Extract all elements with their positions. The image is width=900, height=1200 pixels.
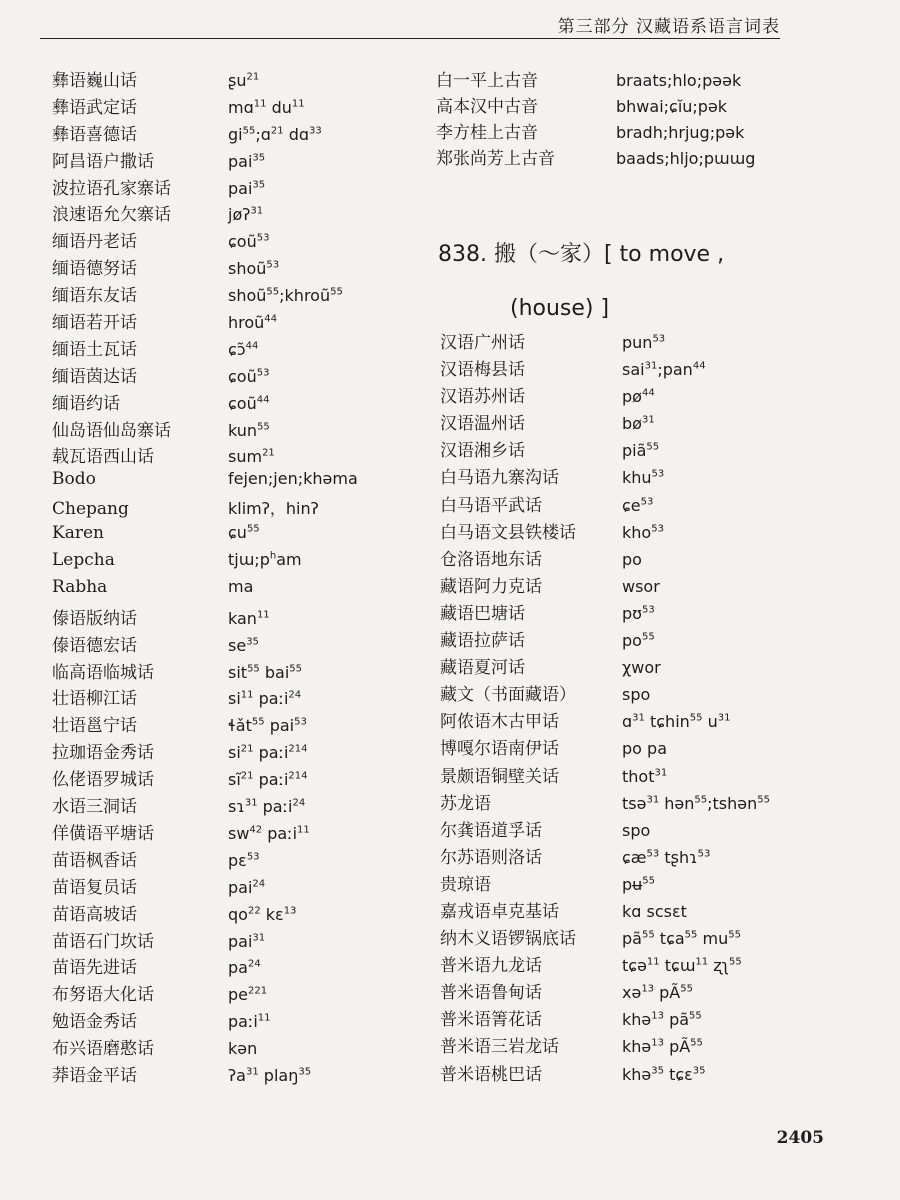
dialect-name: Chepang [52,499,129,520]
phonetic-form: braats;hlo;pəək [616,71,742,90]
word-entry-row [52,174,412,201]
word-entry-row [440,409,860,436]
phonetic-form: ɑ$^{31}$ tɕhin$^{55}$ $u^{31}$ [622,712,731,732]
dialect-name: 浪速语允欠寨话 [52,205,171,226]
word-entry-row [440,707,860,734]
word-entry-row [440,545,860,572]
phonetic-form: khə$^{13}$ $pÃ^{55}$ [622,1037,703,1057]
dialect-name: 普米语鲁甸话 [440,983,542,1004]
word-entry-row [440,518,860,545]
dialect-name: 贵琼语 [440,874,491,895]
dialect-name: 白马语九寨沟话 [440,468,559,489]
phonetic-form: ɕæ$^{53}$ tʂhɿ$^{53}$ [622,847,711,867]
phonetic-form: bradh;hrjug;pək [616,123,745,142]
dialect-name: 壮语柳江话 [52,689,137,710]
phonetic-form: $pa^{24}$ [228,958,261,978]
dialect-name: 苏龙语 [440,793,491,814]
dialect-name: 藏文（书面藏语） [440,685,576,706]
phonetic-form: $po^{55}$ [622,631,655,651]
word-entry-row [440,816,860,843]
word-entry-row [52,658,412,685]
phonetic-form: sɿ$^{31}$ paːi$^{24}$ [228,797,306,817]
phonetic-form: $sĩ^{21}$ paːi$^{214}$ [228,770,308,790]
word-entry-row [52,442,412,469]
word-entry-row [52,281,412,308]
phonetic-form: kun$^{55}$ [228,420,270,440]
phonetic-form: shoũ$^{53}$ [228,259,280,279]
phonetic-form: ma [228,576,254,596]
entry-heading-line2: (house) ] [510,296,610,321]
word-entry-row [440,870,860,897]
phonetic-form: klimʔ，hinʔ [228,499,319,519]
phonetic-form: pai$^{35}$ [228,151,266,171]
phonetic-form: pʊ$^{53}$ [622,603,655,623]
phonetic-form: wsor [622,576,660,596]
phonetic-form: jøʔ$^{31}$ [228,205,264,225]
phonetic-form: khə$^{35}$ tɕɛ$^{35}$ [622,1064,706,1084]
dialect-name: 莽语金平话 [52,1065,137,1086]
word-entry-row [52,819,412,846]
dialect-name: 景颇语铜壁关话 [440,766,559,787]
word-entry-row [440,762,860,789]
word-entry-row [436,118,856,144]
phonetic-form: kho$^{53}$ [622,522,664,542]
phonetic-form: ɕoũ$^{53}$ [228,366,270,386]
running-header-title: 第三部分 汉藏语系语言词表 [557,17,780,37]
word-entry-row [440,789,860,816]
dialect-name: 载瓦语西山话 [52,447,154,468]
word-entry-row [52,980,412,1007]
dialect-name: 白马语平武话 [440,495,542,516]
word-entry-row [440,436,860,463]
phonetic-form: $sw^{42}$ paːi$^{11}$ [228,823,310,843]
dialect-name: 普米语三岩龙话 [440,1037,559,1058]
dialect-name: 拉珈语金秀话 [52,743,154,764]
word-entry-row [52,147,412,174]
dialect-name: Lepcha [52,550,115,571]
dialect-name: 缅语丹老话 [52,232,137,253]
phonetic-form: spo [622,685,651,705]
word-entry-row [52,873,412,900]
phonetic-form: $pã^{55}$ tɕa$^{55}$ $mu^{55}$ [622,929,741,949]
word-entry-row [440,924,860,951]
dialect-name: 苗语高坡话 [52,904,137,925]
word-entry-row [52,200,412,227]
dialect-name: 李方桂上古音 [436,123,538,143]
entry-heading-line1: 838. 搬（～家）[ to move , [438,242,725,267]
dialect-name: 彝语巍山话 [52,71,137,91]
dialect-name: 高本汉中古音 [436,97,538,117]
word-entry-row [52,66,412,93]
dialect-name: 缅语茵达话 [52,366,137,387]
word-entry-row [52,1007,412,1034]
dialect-name: 阿昌语户撒话 [52,151,154,172]
word-entry-row [440,328,860,355]
word-entry-row [52,577,412,604]
phonetic-form: $bø^{31}$ [622,414,655,434]
dialect-name: 尔龚语道孚话 [440,820,542,841]
dialect-name: 壮语邕宁话 [52,716,137,737]
word-entry-row [52,738,412,765]
dialect-name: 普米语九龙话 [440,956,542,977]
phonetic-form: baads;hljo;pɯɯg [616,149,756,168]
dialect-name: 阿侬语木古甲话 [440,712,559,733]
dialect-name: 傣语版纳话 [52,608,137,629]
phonetic-form: sai$^{31}$;pan$^{44}$ [622,360,706,380]
dialect-name: 藏语夏河话 [440,658,525,679]
dialect-name: 纳木义语锣锅底话 [440,929,576,950]
phonetic-form: spo [622,820,651,840]
phonetic-form: kən [228,1039,258,1059]
dialect-name: 缅语约话 [52,393,120,414]
phonetic-form: piã$^{55}$ [622,441,660,461]
word-entry-row [436,144,856,170]
word-entry-row [52,254,412,281]
word-entry-row [52,362,412,389]
word-entry-row [440,491,860,518]
dialect-name: 勉语金秀话 [52,1012,137,1033]
dialect-name: 佯僙语平塘话 [52,823,154,844]
page-number: 2405 [776,1128,824,1148]
phonetic-form: pʉ$^{55}$ [622,874,656,894]
phonetic-form: khə$^{13}$ $pã^{55}$ [622,1010,702,1030]
phonetic-form: χwor [622,658,661,678]
phonetic-form: ɕu$^{55}$ [228,523,260,543]
dialect-name: 汉语温州话 [440,414,525,435]
phonetic-form: kan$^{11}$ [228,608,270,628]
phonetic-form: sit$^{55}$ bai$^{55}$ [228,662,303,682]
word-entry-row [436,66,856,92]
phonetic-form: pai$^{35}$ [228,178,266,198]
word-entry-row [52,846,412,873]
dialect-name: 汉语湘乡话 [440,441,525,462]
dialect-name: 苗语复员话 [52,877,137,898]
dialect-name: 普米语箐花话 [440,1010,542,1031]
dialect-name: 苗语枫香话 [52,850,137,871]
dialect-name: 苗语石门坎话 [52,931,154,952]
word-entry-row [52,227,412,254]
dialect-name: 仫佬语罗城话 [52,770,154,791]
word-entry-row [52,120,412,147]
phonetic-form: sum$^{21}$ [228,447,275,467]
phonetic-form: mɑ$^{11}$ $du^{11}$ [228,97,305,117]
left-column [52,66,412,1088]
dialect-name: 郑张尚芳上古音 [436,149,555,169]
dialect-name: 白一平上古音 [436,71,538,91]
word-entry-row [440,1005,860,1032]
dialect-name: 布兴语磨憨话 [52,1039,154,1060]
word-entry-row [440,897,860,924]
word-entry-row [52,93,412,120]
dialect-name: 缅语若开话 [52,313,137,334]
phonetic-form: khu$^{53}$ [622,468,665,488]
phonetic-form: ʂu$^{21}$ [228,71,260,90]
word-entry-row [440,978,860,1005]
word-entry-row [52,496,412,523]
phonetic-form: pun$^{53}$ [622,333,666,352]
dialect-name: 傣语德宏话 [52,635,137,656]
word-entry-row [52,469,412,496]
dialect-name: 白马语文县铁楼话 [440,522,576,543]
word-entry-row [440,1060,860,1087]
phonetic-form: ʔa$^{31}$ plaŋ$^{35}$ [228,1065,312,1085]
phonetic-form: $se^{35}$ [228,635,259,655]
phonetic-form: $pø^{44}$ [622,387,655,407]
phonetic-form: tɕə$^{11}$ tɕɯ$^{11}$ ʐʅ$^{55}$ [622,956,742,976]
dialect-name: 缅语东友话 [52,286,137,307]
phonetic-form: kɑ scsɛt [622,901,687,921]
dialect-name: 博嘎尔语南伊话 [440,739,559,760]
dialect-name: 普米语桃巴话 [440,1064,542,1085]
phonetic-form: hroũ$^{44}$ [228,313,278,333]
dialect-name: 彝语武定话 [52,97,137,118]
word-entry-row [436,92,856,118]
dialect-name: 波拉语孔家寨话 [52,178,171,199]
word-entry-row [440,653,860,680]
phonetic-form: bhwai;ɕĭu;pək [616,97,728,116]
word-entry-row [52,711,412,738]
word-entry-row [52,792,412,819]
phonetic-form: pai$^{31}$ [228,931,266,951]
right-column-main [440,328,860,1087]
word-entry-row [52,684,412,711]
running-header [40,8,780,39]
word-entry-row [440,463,860,490]
word-entry-row [52,550,412,577]
word-entry-row [52,900,412,927]
dialect-name: 藏语拉萨话 [440,631,525,652]
word-entry-row [440,734,860,761]
dialect-name: Rabha [52,576,108,597]
dialect-name: 彝语喜德话 [52,124,137,145]
entry-heading [438,228,838,336]
phonetic-form: $pe^{221}$ [228,985,268,1005]
dialect-name: Karen [52,523,104,544]
phonetic-form: thot$^{31}$ [622,766,668,786]
phonetic-form: pai$^{24}$ [228,877,266,897]
dialect-name: 临高语临城话 [52,662,154,683]
word-entry-row [52,927,412,954]
dialect-name: 缅语土瓦话 [52,339,137,360]
word-entry-row [440,355,860,382]
word-entry-row [52,335,412,362]
phonetic-form: shoũ$^{55}$;khroũ$^{55}$ [228,286,343,306]
word-entry-row [52,416,412,443]
phonetic-form: $gi^{55};ɑ^{21}$ dɑ$^{33}$ [228,124,322,144]
word-entry-row [440,572,860,599]
word-entry-row [52,389,412,416]
dialect-name: 仓洛语地东话 [440,549,542,570]
phonetic-form: $tjɯ;p^ham$ [228,550,302,570]
word-entry-row [52,631,412,658]
word-entry-row [440,626,860,653]
phonetic-form: $si^{11}$ paːi$^{24}$ [228,689,302,709]
dialect-name: 苗语先进话 [52,958,137,979]
phonetic-form: ɕɔ̃$^{44}$ [228,339,259,359]
word-entry-row [52,953,412,980]
word-entry-row [52,308,412,335]
phonetic-form: ɕoũ$^{44}$ [228,393,270,413]
word-entry-row [52,604,412,631]
phonetic-form: $qo^{22}$ kɛ$^{13}$ [228,904,297,924]
phonetic-form: pɛ$^{53}$ [228,850,260,870]
phonetic-form: paːi$^{11}$ [228,1012,271,1032]
phonetic-form: fejen;jen;khəma [228,469,358,489]
dialect-name: 汉语苏州话 [440,387,525,408]
phonetic-form: ɬǎt$^{55}$ pai$^{53}$ [228,716,307,736]
phonetic-form: ɕe$^{53}$ [622,495,654,515]
dialect-name: 藏语阿力克话 [440,576,542,597]
word-entry-row [440,1032,860,1059]
dialect-name: 布努语大化话 [52,985,154,1006]
word-entry-row [52,1061,412,1088]
dialect-name: 缅语德努话 [52,259,137,280]
phonetic-form: ɕoũ$^{53}$ [228,232,270,252]
word-entry-row [440,843,860,870]
dialect-name: Bodo [52,469,96,490]
word-entry-row [440,680,860,707]
word-entry-row [440,599,860,626]
dialect-name: 嘉戎语卓克基话 [440,901,559,922]
right-column-top [436,66,856,170]
dialect-name: 藏语巴塘话 [440,603,525,624]
word-entry-row [52,765,412,792]
phonetic-form: $si^{21}$ paːi$^{214}$ [228,743,308,763]
phonetic-form: tsə$^{31}$ hən$^{55}$;tshən$^{55}$ [622,793,770,813]
word-entry-row [52,523,412,550]
phonetic-form: po [622,549,642,569]
dialect-name: 汉语广州话 [440,333,525,353]
phonetic-form: xə$^{13}$ $pÃ^{55}$ [622,983,693,1003]
word-entry-row [52,1034,412,1061]
word-entry-row [440,382,860,409]
dialect-name: 尔苏语则洛话 [440,847,542,868]
word-entry-row [440,951,860,978]
phonetic-form: po pa [622,739,667,759]
dialect-name: 仙岛语仙岛寨话 [52,420,171,441]
dialect-name: 水语三洞话 [52,797,137,818]
dialect-name: 汉语梅县话 [440,360,525,381]
